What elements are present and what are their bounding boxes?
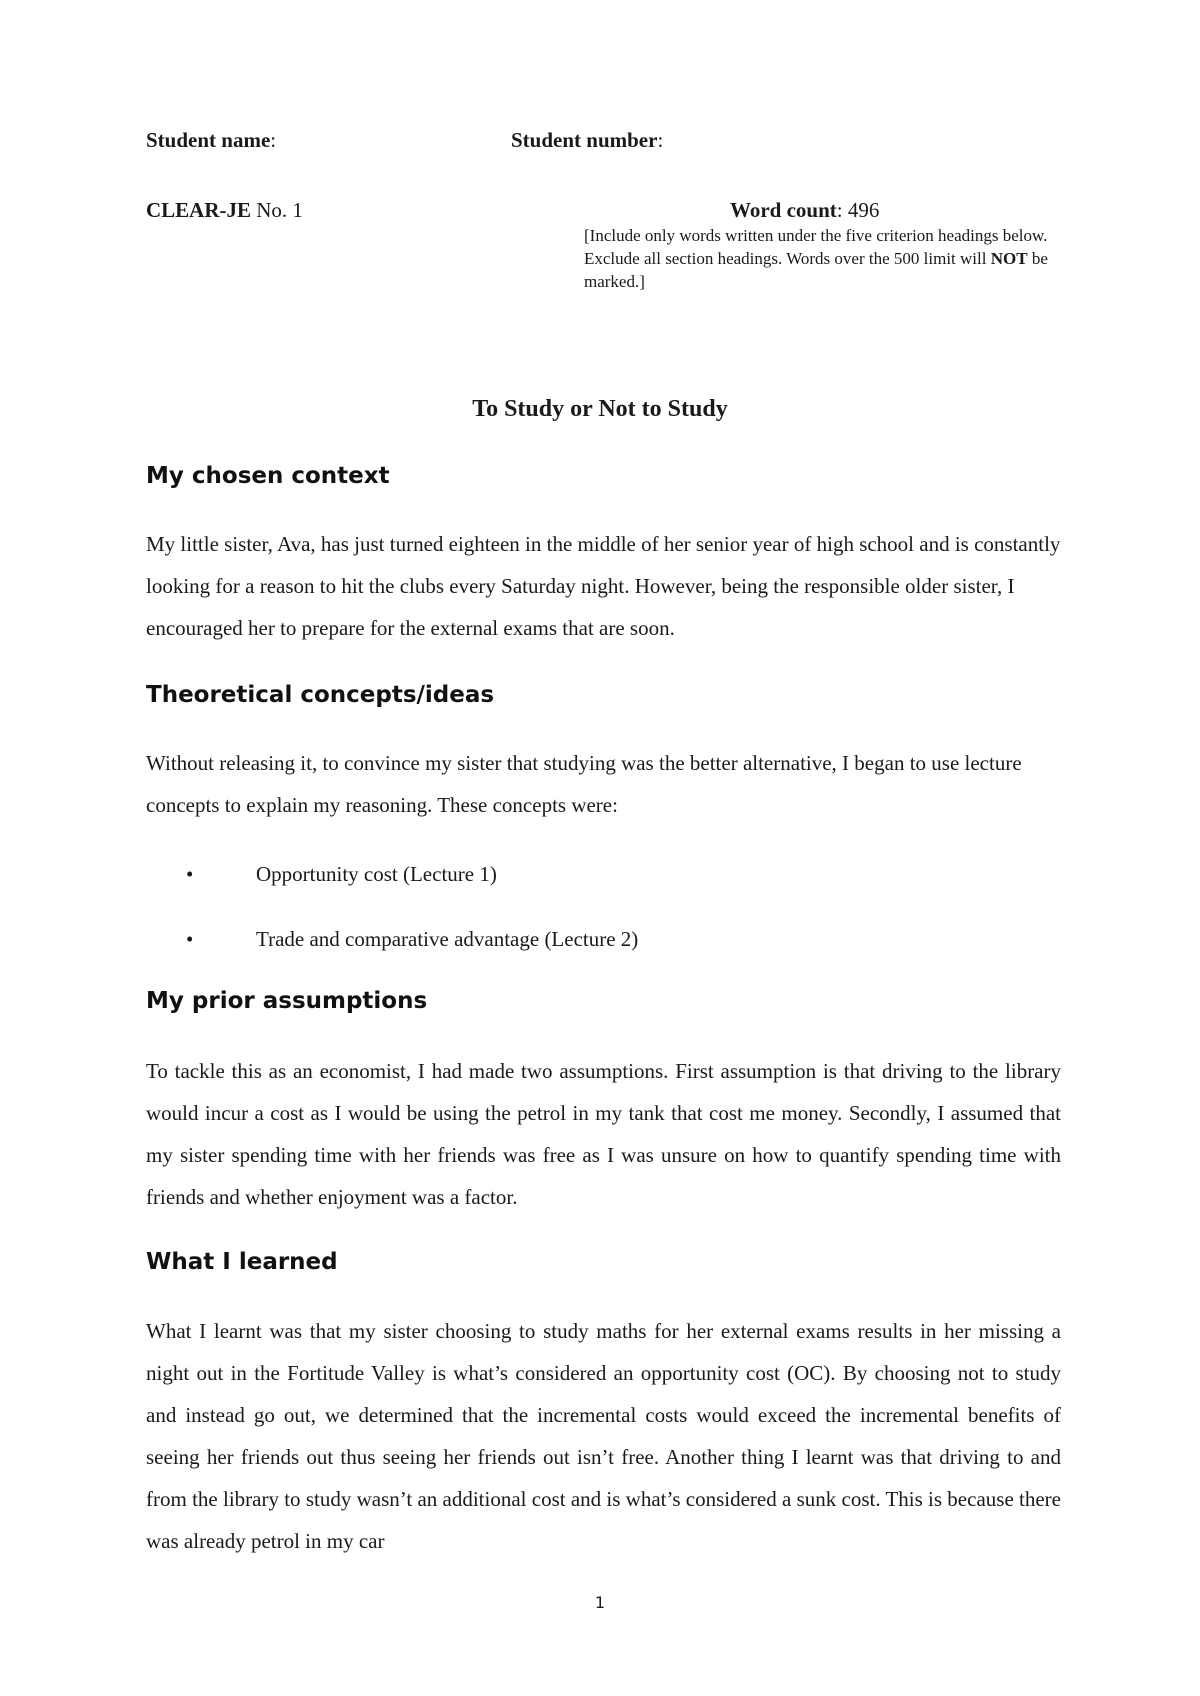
section-heading-concepts: Theoretical concepts/ideas [146, 682, 495, 708]
note-text-after: be marked.] [584, 249, 1048, 291]
clear-je-number [146, 197, 303, 223]
note-text-bold: NOT [990, 249, 1028, 268]
section-text-context: My little sister, Ava, has just turned eighteen in the middle of her senior year of high school and is constantly looking for a reason to hit the clubs every Saturday night. However, being the responsible older sister, I encouraged her to prepare for the external exams that are soon. [146, 532, 1061, 640]
word-count-value: : 496 [836, 198, 880, 222]
note-text-before: [Include only words written under the five criterion headings below. Exclude all section headings. Words over the 500 limit will [584, 226, 1048, 268]
word-count-note [584, 224, 1054, 293]
student-name-field [146, 127, 276, 153]
page-number: 1 [594, 1593, 606, 1612]
word-count-field [730, 197, 879, 223]
bullet-text: Opportunity cost (Lecture 1) [256, 862, 497, 886]
section-heading-context: My chosen context [146, 463, 390, 489]
bullet-text: Trade and comparative advantage (Lecture 2) [256, 927, 639, 951]
document-title: To Study or Not to Study [472, 396, 728, 422]
section-heading-learned: What I learned [146, 1249, 338, 1275]
section-text-assumptions: To tackle this as an economist, I had made two assumptions. First assumption is that driving to the library would incur a cost as I would be using the petrol in my tank that cost me money. Secondly, I assumed that my sister spending time with her friends was free as I was unsure on how to quantify spending time with friends and whether enjoyment was a factor. [146, 1059, 1061, 1209]
student-name-colon: : [270, 128, 277, 152]
section-text-concepts: Without releasing it, to convince my sister that studying was the better alternative, I began to use lecture concepts to explain my reasoning. These concepts were: [146, 751, 1022, 817]
bullet-icon: • [186, 862, 194, 886]
student-name-label: Student name [146, 128, 271, 152]
word-count-label: Word count [730, 198, 837, 222]
section-heading-assumptions: My prior assumptions [146, 988, 428, 1014]
section-text-learned: What I learnt was that my sister choosing to study maths for her external exams results in her missing a night out in the Fortitude Valley is what’s considered an opportunity cost (OC). By choosing not to study and instead go out, we determined that the incremental costs would exceed the incremental benefits of seeing her friends out thus seeing her friends out isn’t free. Another thing I learnt was that driving to and from the library to study wasn’t an additional cost and is what’s considered a sunk cost. This is because there was already petrol in my car [146, 1319, 1061, 1553]
clear-je-value: No. 1 [256, 198, 303, 222]
student-number-field [511, 127, 663, 153]
bullet-icon: • [186, 927, 194, 951]
student-number-label: Student number [511, 128, 658, 152]
clear-je-label: CLEAR-JE [146, 198, 252, 222]
student-number-colon: : [657, 128, 664, 152]
